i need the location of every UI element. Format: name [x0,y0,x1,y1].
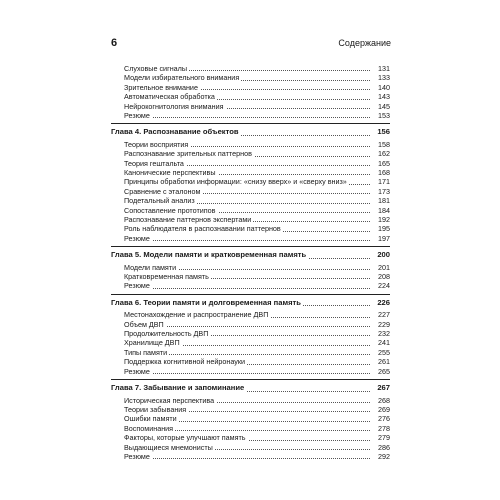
toc-entry-title: Глава 5. Модели памяти и кратковременная память [111,250,307,260]
toc-entry-title: Глава 6. Теории памяти и долговременная память [111,297,301,307]
toc-entry-title: Глава 4. Распознавание объектов [111,127,239,137]
toc-entry-title: Подетальный анализ [124,196,195,206]
toc-entry [124,111,390,120]
toc-entry-page: 232 [378,329,390,339]
dot-leader [124,373,370,374]
toc-entry-page: 173 [378,186,390,196]
toc-entry-title: Местонахождение и распространение ДВП [124,310,269,320]
toc-entry-title: Хранилище ДВП [124,338,180,348]
toc-entry [124,424,390,433]
toc-entry [124,443,390,452]
toc-entry-title: Принципы обработки информации: «снизу вверх» и «сверху вниз» [124,177,347,187]
toc-entry-title: Теория гештальта [124,158,184,168]
toc-entry [124,281,390,290]
toc-entry-page: 171 [378,177,390,187]
toc-entry-page: 168 [378,168,390,178]
toc-entry-title: Распознавание зрительных паттернов [124,149,252,159]
toc-entry [124,92,390,101]
toc-entry [124,140,390,149]
toc-entry-title: Глава 7. Забывание и запоминание [111,383,245,393]
toc-entry [124,405,390,414]
toc-entry-title: Ошибки памяти [124,414,177,424]
toc-entry-title: Теории забывания [124,404,187,414]
toc-entry-title: Поддержка когнитивной нейронауки [124,357,246,367]
toc-entry [124,206,390,215]
toc-entry-page: 278 [378,423,390,433]
toc-chapter-heading [111,298,390,309]
toc-entry-page: 208 [378,272,390,282]
toc-entry [124,83,390,92]
toc-entry [124,64,390,73]
toc-entry [124,367,390,376]
toc-entry [124,159,390,168]
toc-entry-title: Модели избирательного внимания [124,73,240,83]
toc-entry [124,73,390,82]
toc-entry [124,338,390,347]
toc-entry-title: Воспоминания [124,423,174,433]
toc-entry-page: 197 [378,233,390,243]
toc-entry-page: 286 [378,442,390,452]
page-number: 6 [111,37,118,49]
dot-leader [124,240,370,241]
toc-entry-page: 265 [378,366,390,376]
toc-entry-page: 269 [378,404,390,414]
toc-entry-title: Зрительное внимание [124,82,198,92]
toc-entry-page: 267 [377,383,390,393]
toc-entry-title: Сопоставление прототипов [124,205,216,215]
toc-entry-page: 195 [378,224,390,234]
toc-entry-title: Выдающиеся мнемонисты [124,442,213,452]
toc-entry-page: 276 [378,414,390,424]
toc-entry [124,224,390,233]
toc-entry-title: Нейрокогнитология внимания [124,101,224,111]
toc-entry-page: 192 [378,214,390,224]
toc-entry-page: 255 [378,347,390,357]
toc-entry-page: 268 [378,395,390,405]
toc-entry [124,177,390,186]
toc-entry [124,348,390,357]
toc-entry [124,433,390,442]
toc-entry-page: 226 [377,297,390,307]
toc-entry-title: Резюме [124,281,150,291]
toc-entry [124,102,390,111]
toc-entry-page: 279 [378,433,390,443]
toc-entry-page: 181 [378,196,390,206]
toc-entry [124,168,390,177]
toc-entry [124,149,390,158]
toc-entry-page: 224 [378,281,390,291]
toc-entry [124,357,390,366]
toc-entry-page: 145 [378,101,390,111]
toc-chapter-heading [111,250,390,261]
toc-chapter-heading [111,127,390,138]
toc-entry-page: 229 [378,319,390,329]
toc-entry-page: 292 [378,451,390,461]
toc-entry-page: 201 [378,262,390,272]
toc-entry-title: Распознавание паттернов экспертами [124,214,252,224]
table-of-contents [111,64,390,461]
toc-entry [124,272,390,281]
toc-entry-page: 153 [378,110,390,120]
toc-entry-title: Автоматическая обработка [124,92,215,102]
toc-entry-page: 165 [378,158,390,168]
toc-entry-title: Резюме [124,233,150,243]
chapter-divider [111,379,390,380]
toc-chapter-heading [111,383,390,394]
toc-entry-title: Продолжительность ДВП [124,329,209,339]
toc-entry-title: Историческая перспектива [124,395,215,405]
toc-entry-page: 241 [378,338,390,348]
toc-entry-title: Сравнение с эталоном [124,186,201,196]
toc-entry-title: Кратковременная память [124,272,209,282]
running-head: Содержание [338,38,391,48]
toc-entry [124,310,390,319]
dot-leader [124,117,370,118]
toc-entry-page: 227 [378,310,390,320]
toc-entry-title: Канонические перспективы [124,168,216,178]
toc-entry-page: 158 [378,139,390,149]
toc-entry [124,320,390,329]
toc-entry [124,234,390,243]
toc-entry-title: Резюме [124,451,150,461]
toc-entry-title: Типы памяти [124,347,168,357]
toc-entry [124,196,390,205]
toc-entry-title: Роль наблюдателя в распознавании паттернов [124,224,281,234]
toc-entry-title: Резюме [124,366,150,376]
chapter-divider [111,294,390,295]
toc-entry-page: 143 [378,92,390,102]
toc-entry-title: Слуховые сигналы [124,64,188,73]
toc-entry-title: Теории восприятия [124,139,189,149]
toc-entry [124,215,390,224]
toc-entry-page: 156 [377,127,390,137]
toc-entry-page: 131 [378,64,390,73]
chapter-divider [111,246,390,247]
toc-entry [124,396,390,405]
toc-entry-page: 140 [378,82,390,92]
toc-entry [124,414,390,423]
toc-entry-page: 261 [378,357,390,367]
toc-entry [124,263,390,272]
toc-entry-page: 133 [378,73,390,83]
toc-entry-page: 200 [377,250,390,260]
toc-entry-title: Резюме [124,110,150,120]
dot-leader [124,288,370,289]
toc-entry-page: 162 [378,149,390,159]
chapter-divider [111,123,390,124]
toc-entry [124,452,390,461]
toc-entry [124,187,390,196]
toc-entry-title: Факторы, которые улучшают память [124,433,246,443]
toc-entry-title: Объем ДВП [124,319,164,329]
toc-entry-page: 184 [378,205,390,215]
toc-entry-title: Модели памяти [124,262,177,272]
dot-leader [124,458,370,459]
